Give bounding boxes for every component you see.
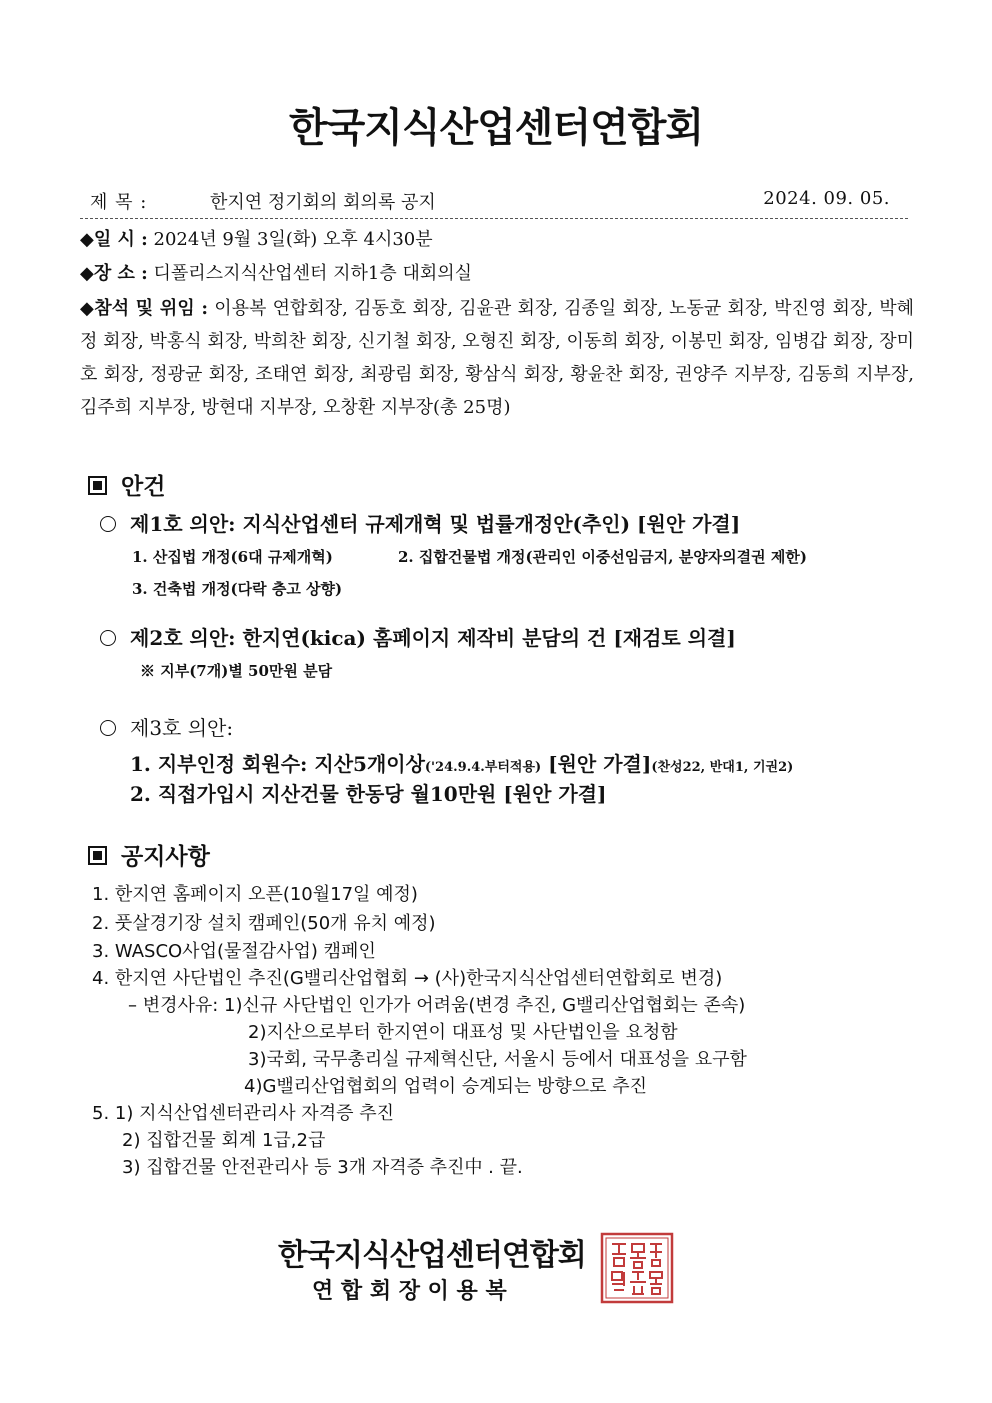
attendees-value: 이용복 연합회장, 김동호 회장, 김윤관 회장, 김종일 회장, 노동균 회장, 박진영 회장, 박혜정 회장, 박홍식 회장, 박희찬 회장, 신기철 회장, 오형진 회장, 이동희 회장, 이봉민 회장, 임병갑 회장, 장미호 회장, 정광균 회장, 조태연 회장, 최광림 회장, 황삼식 회장, 황윤찬 회장, 권양주 지부장, 김동희 지부장, 김주희 지부장, 방현대 지부장, 오창환 지부장(총 25명) — [80, 298, 914, 418]
attendees-key: ◆참석 및 위임 : — [80, 298, 209, 319]
meeting-datetime — [80, 224, 914, 256]
notice-line: 2)지산으로부터 한지연이 대표성 및 사단법인을 요청함 — [248, 1022, 678, 1043]
notice-line: 4. 한지연 사단법인 추진(G밸리산업협회 → (사)한국지식산업센터연합회로 변경) — [92, 968, 723, 989]
notice-line: – 변경사유: 1)신규 사단법인 인가가 어려움(변경 추진, G밸리산업협회는 존속) — [128, 995, 746, 1016]
notice-line: 2) 집합건물 회계 1급,2급 — [122, 1130, 326, 1151]
resolution-1-main: 1. 지부인정 회원수: 지산5개이상 — [130, 752, 425, 776]
notice-line: 1. 한지연 홈페이지 오픈(10월17일 예정) — [92, 884, 418, 905]
resolution-1-result: [원안 가결] — [541, 752, 652, 776]
place-key: ◆장 소 : — [80, 263, 148, 284]
agenda-item-1-sub-1: 1. 산집법 개정(6대 규제개혁) — [132, 548, 333, 566]
subject-label: 제 목 : — [90, 192, 148, 213]
notice-line: 3. WASCO사업(물절감사업) 캠페인 — [92, 941, 376, 962]
notice-line: 5. 1) 지식산업센터관리사 자격증 추진 — [92, 1103, 394, 1124]
meeting-place — [80, 258, 914, 290]
agenda-item-2-title: 제2호 의안: 한지연(kica) 홈페이지 제작비 분담의 건 [재검토 의결] — [130, 626, 736, 650]
notice-line: 3) 집합건물 안전관리사 등 3개 자격증 추진中 . 끝. — [122, 1157, 523, 1178]
notice-line: 4)G밸리산업협회의 업력이 승계되는 방향으로 추진 — [244, 1076, 648, 1097]
notices-heading-text: 공지사항 — [121, 844, 210, 870]
notices-heading — [88, 838, 210, 871]
agenda-item-1 — [100, 508, 740, 537]
filled-square-icon — [88, 476, 107, 495]
resolution-1-date: ('24.9.4.부터적용) — [424, 760, 542, 775]
footer-org-name: 한국지식산업센터연합회 — [278, 1238, 586, 1273]
subject-value: 한지연 정기회의 회의록 공지 — [210, 192, 436, 213]
circle-bullet-icon — [100, 516, 116, 532]
org-title: 한국지식산업센터연합회 — [288, 105, 704, 151]
datetime-value: 2024년 9월 3일(화) 오후 4시30분 — [147, 229, 433, 250]
notice-line: 3)국회, 국무총리실 규제혁신단, 서울시 등에서 대표성을 요구함 — [248, 1049, 747, 1070]
agenda-heading-text: 안건 — [121, 474, 166, 500]
subject-row — [80, 188, 908, 219]
seal-glyph-strokes — [612, 1244, 662, 1294]
agenda-item-2 — [100, 622, 736, 651]
document-date: 2024. 09. 05. — [763, 188, 890, 209]
footer-signatory: 연 합 회 장 이 용 복 — [312, 1279, 507, 1304]
agenda-item-3-resolution-2: 2. 직접가입시 지산건물 한동당 월10만원 [원안 가결] — [130, 782, 607, 806]
circle-bullet-icon — [100, 630, 116, 646]
agenda-item-1-sub-2: 2. 집합건물법 개정(관리인 이중선임금지, 분양자의결권 제한) — [398, 548, 807, 566]
agenda-item-2-note: ※ 지부(7개)별 50만원 분담 — [140, 662, 333, 680]
filled-square-icon — [88, 846, 107, 865]
agenda-item-1-sub-3: 3. 건축법 개정(다락 층고 상향) — [132, 580, 343, 598]
datetime-key: ◆일 시 : — [80, 229, 148, 250]
agenda-item-1-title: 제1호 의안: 지식산업센터 규제개혁 및 법률개정안(추인) [원안 가결] — [130, 512, 741, 536]
official-seal-icon — [600, 1232, 674, 1304]
resolution-1-votes: (찬성22, 반대1, 기권2) — [651, 760, 794, 775]
agenda-heading — [88, 468, 165, 501]
agenda-item-3-resolution-1 — [130, 748, 793, 777]
attendees — [80, 292, 914, 424]
agenda-item-3 — [100, 712, 233, 741]
notice-line: 2. 풋살경기장 설치 캠페인(50개 유치 예정) — [92, 913, 436, 934]
agenda-item-3-title: 제3호 의안: — [130, 716, 234, 740]
place-value: 디폴리스지식산업센터 지하1층 대회의실 — [147, 263, 473, 284]
circle-bullet-icon — [100, 720, 116, 736]
